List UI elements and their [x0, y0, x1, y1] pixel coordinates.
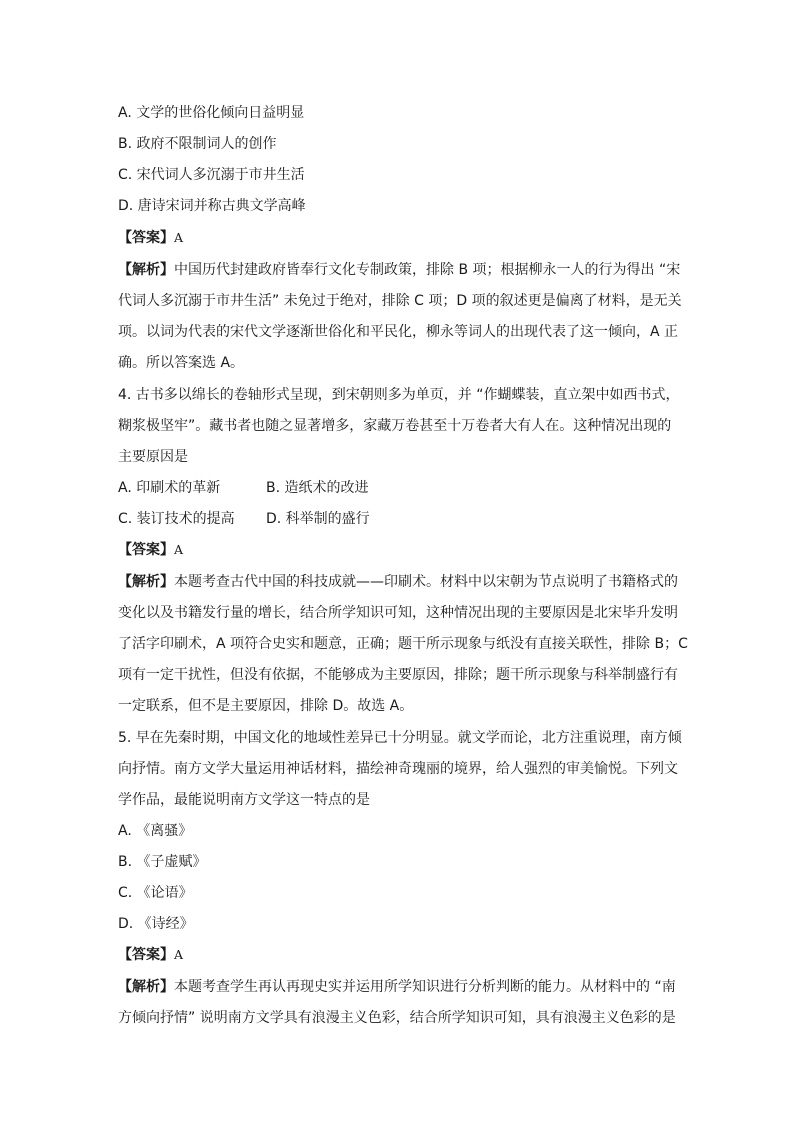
q5-option-b: B. 《子虚赋》: [118, 854, 207, 870]
q4-analysis-line: 变化以及书籍发行量的增长，结合所学知识可知，这种情况出现的主要原因是北宋毕升发明: [118, 605, 678, 621]
q5-stem-line: 学作品，最能说明南方文学这一特点的是: [118, 792, 370, 808]
q4-analysis-line: [118, 572, 678, 592]
q5-option-d: D. 《诗经》: [118, 916, 194, 932]
analysis-text: 中国历代封建政府皆奉行文化专制政策，排除 B 项；根据柳永一人的行为得出 “宋: [174, 262, 681, 278]
q4-stem-line: 糊浆极坚牢”。藏书者也随之显著增多，家藏万卷甚至十万卷者大有人在。这种情况出现的: [118, 418, 672, 434]
q4-option-c: C. 装订技术的提高: [118, 511, 235, 527]
q3-option-d: D. 唐诗宋词并称古典文学高峰: [118, 198, 306, 214]
q4-analysis-line: 了活字印刷术，A 项符合史实和题意，正确；题干所示现象与纸没有直接关联性，排除 B；C: [118, 636, 688, 652]
q4-option-d: D. 科举制的盛行: [266, 511, 370, 527]
answer-value: A: [174, 542, 184, 557]
q5-analysis-line: 方倾向抒情” 说明南方文学具有浪漫主义色彩，结合所学知识可知，具有浪漫主义色彩的是: [118, 1010, 676, 1026]
q4-analysis-line: 一定联系，但不是主要原因，排除 D。故选 A。: [118, 698, 414, 714]
q5-stem-line: 向抒情。南方文学大量运用神话材料，描绘神奇瑰丽的境界，给人强烈的审美愉悦。下列文: [118, 761, 678, 777]
q3-option-b: B. 政府不限制词人的创作: [118, 136, 277, 152]
q3-option-c: C. 宋代词人多沉溺于市井生活: [118, 167, 305, 183]
q4-answer: [118, 540, 183, 560]
answer-label: 【答案】: [118, 542, 174, 558]
q5-answer: [118, 945, 183, 965]
q4-option-b: B. 造纸术的改进: [266, 480, 369, 496]
q5-analysis-line: [118, 977, 676, 997]
q3-analysis-line: 项。以词为代表的宋代文学逐渐世俗化和平民化，柳永等词人的出现代表了这一倾向，A 正: [118, 324, 679, 340]
q4-options-row-2: [118, 509, 518, 529]
q4-stem-line: 4. 古书多以绵长的卷轴形式呈现，到宋朝则多为单页，并 “作蝴蝶装，直立架中如西书式，: [118, 387, 680, 403]
analysis-label: 【解析】: [118, 262, 174, 278]
answer-value: A: [174, 230, 184, 245]
answer-value: A: [174, 947, 184, 962]
q5-option-c: C. 《论语》: [118, 885, 193, 901]
answer-label: 【答案】: [118, 947, 174, 963]
q5-option-a: A. 《离骚》: [118, 823, 193, 839]
q3-option-a: A. 文学的世俗化倾向日益明显: [118, 105, 305, 121]
analysis-label: 【解析】: [118, 979, 174, 995]
q4-options-row-1: [118, 478, 518, 498]
q4-analysis-line: 项有一定干扰性，但没有依据，不能够成为主要原因，排除；题干所示现象与科举制盛行有: [118, 667, 678, 683]
q3-analysis-line: 确。所以答案选 A。: [118, 355, 245, 371]
q3-answer: [118, 228, 183, 248]
q5-stem-line: 5. 早在先秦时期，中国文化的地域性差异已十分明显。就文学而论，北方注重说理，南方倾: [118, 730, 682, 746]
q3-analysis-line: 代词人多沉溺于市井生活” 未免过于绝对，排除 C 项；D 项的叙述更是偏离了材料，是无关: [118, 293, 682, 309]
analysis-text: 本题考查学生再认再现史实并运用所学知识进行分析判断的能力。从材料中的 “南: [174, 979, 676, 995]
answer-label: 【答案】: [118, 230, 174, 246]
q4-stem-line: 主要原因是: [118, 449, 188, 465]
q4-option-a: A. 印刷术的革新: [118, 480, 221, 496]
q3-analysis-line: [118, 260, 680, 280]
analysis-text: 本题考查古代中国的科技成就——印刷术。材料中以宋朝为节点说明了书籍格式的: [174, 574, 678, 590]
analysis-label: 【解析】: [118, 574, 174, 590]
